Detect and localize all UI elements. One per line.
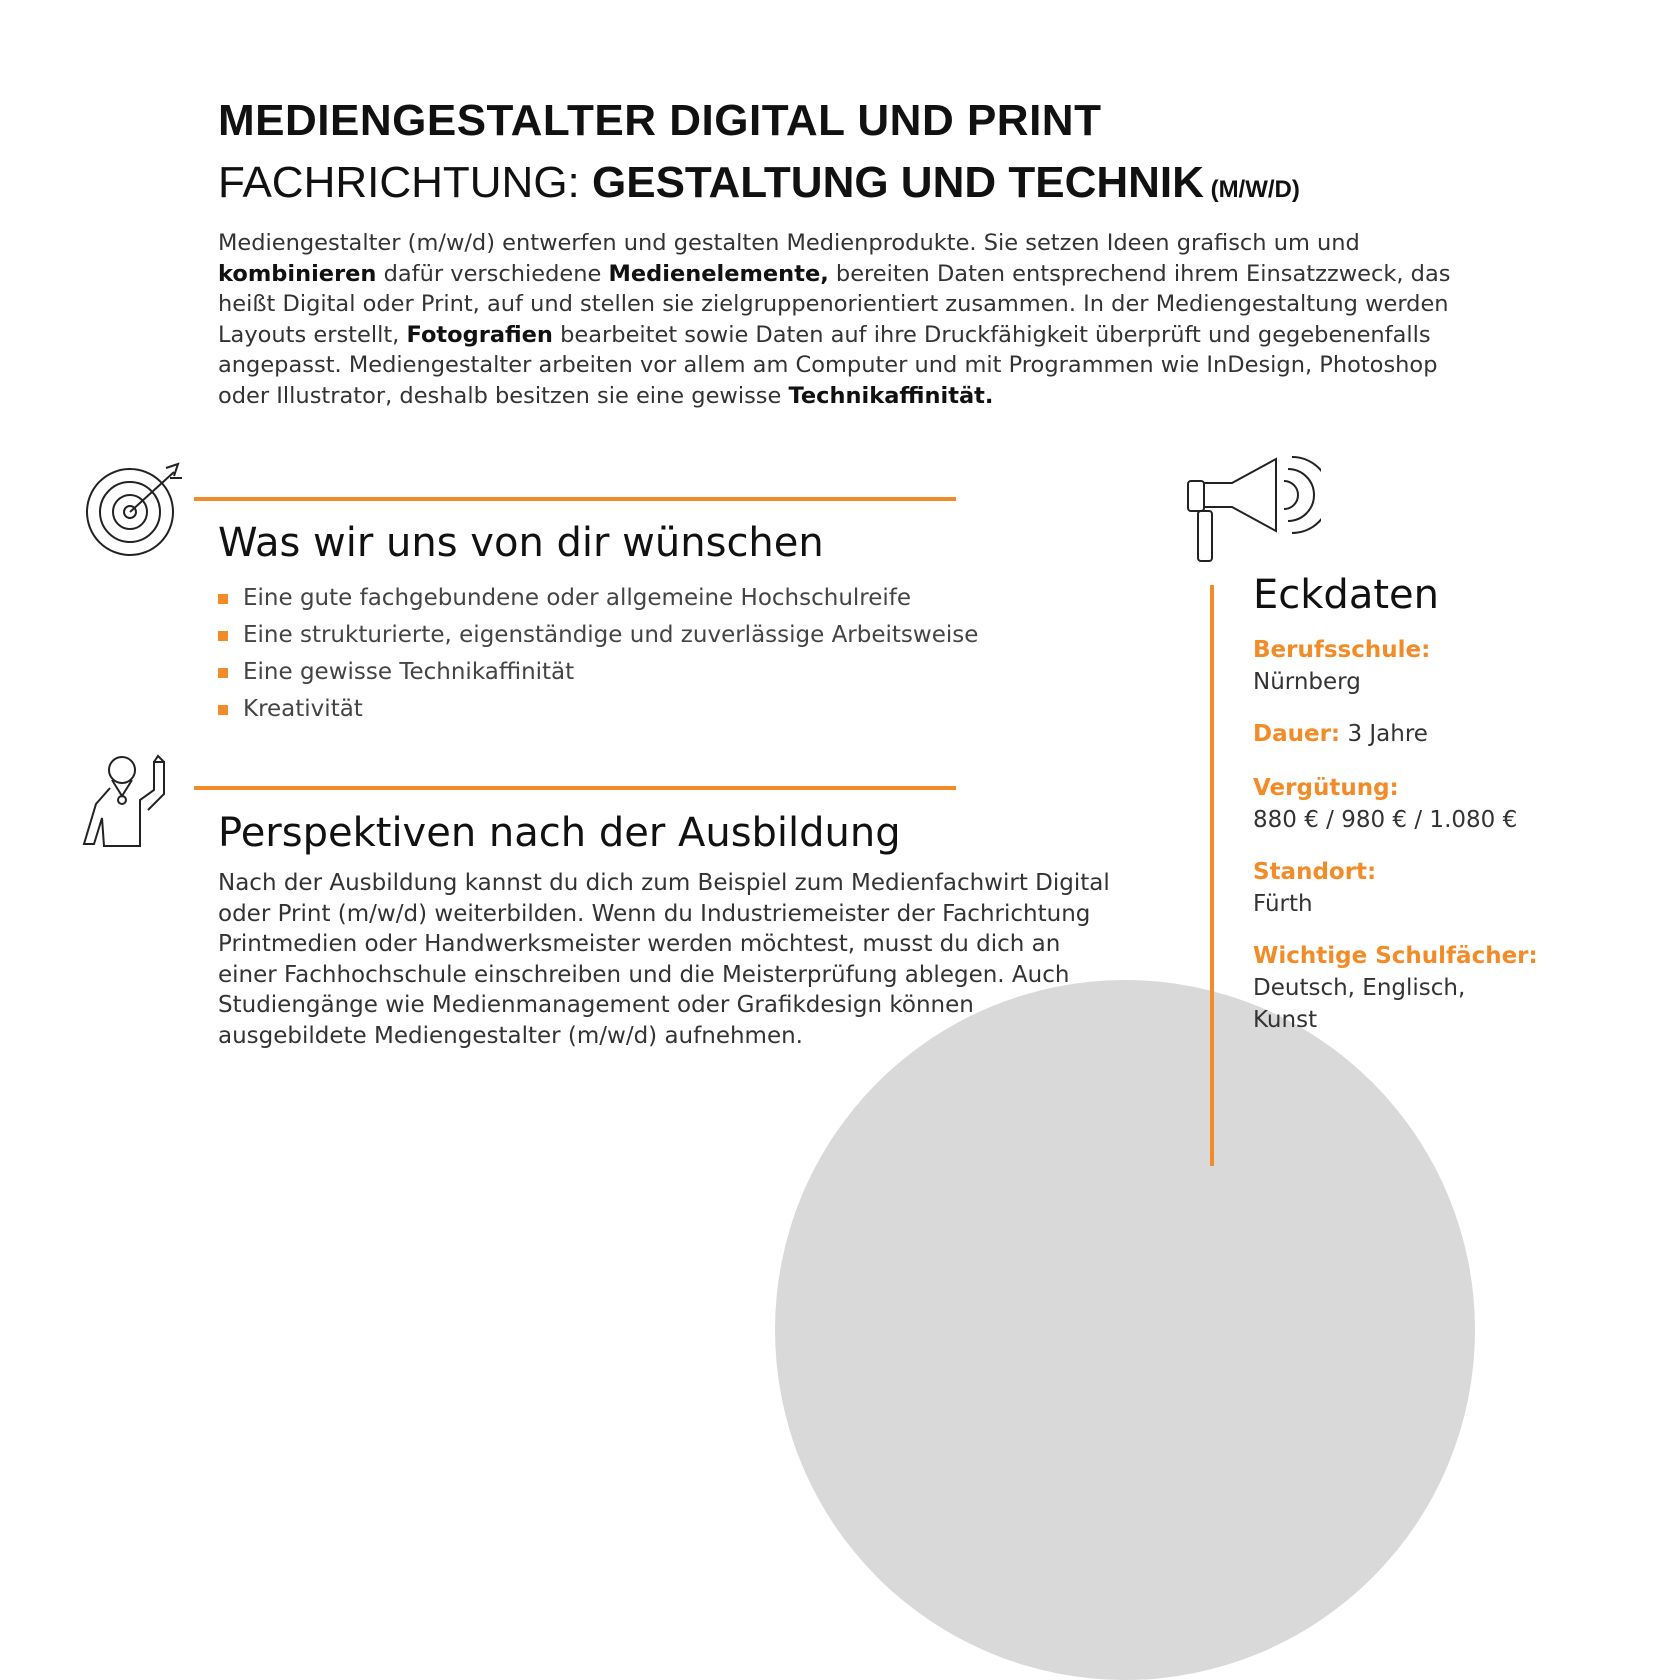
- fact-label: Berufsschule:: [1253, 637, 1431, 663]
- perspectives-title: Perspektiven nach der Ausbildung: [218, 810, 901, 856]
- fact-value: Fürth: [1253, 891, 1313, 917]
- intro-part: bereiten Daten entsprechend ihrem Einsatzzweck, das heißt Digital oder Print, auf und stellen sie zielgruppenorientiert zusammen. In der Mediengestaltung werden Layouts erstellt,: [218, 260, 1451, 348]
- intro-bold: Technikaffinität.: [788, 382, 994, 409]
- intro-bold: Medienelemente,: [608, 260, 829, 287]
- list-item: [218, 580, 978, 617]
- page-subtitle: [218, 158, 1300, 208]
- bullet: [218, 668, 228, 678]
- list-item-text: Eine strukturierte, eigenständige und zuverlässige Arbeitsweise: [243, 622, 979, 648]
- subtitle-gender: (M/W/D): [1203, 176, 1300, 203]
- fact-label: Dauer:: [1253, 721, 1341, 747]
- fact-label: Standort:: [1253, 859, 1377, 885]
- wishes-title: Was wir uns von dir wünschen: [218, 520, 824, 566]
- list-item: [218, 617, 978, 654]
- intro-part: Mediengestalter (m/w/d) entwerfen und gestalten Medienprodukte. Sie setzen Ideen grafisch um und: [218, 230, 1360, 256]
- bullet: [218, 631, 228, 641]
- fact-value: Deutsch, Englisch, Kunst: [1253, 975, 1466, 1033]
- fact-standort: [1253, 856, 1613, 920]
- fact-label: Wichtige Schulfächer:: [1253, 943, 1538, 969]
- perspectives-divider: [194, 786, 956, 790]
- fact-value: Nürnberg: [1253, 669, 1361, 695]
- list-item-text: Kreativität: [243, 696, 363, 722]
- graduate-icon: [82, 752, 177, 852]
- intro-bold: kombinieren: [218, 260, 377, 287]
- list-item-text: Eine gute fachgebundene oder allgemeine Hochschulreife: [243, 585, 912, 611]
- intro-part: bearbeitet sowie Daten auf ihre Druckfähigkeit überprüft und gegebenenfalls angepasst. Mediengestalter arbeiten vor allem am Computer und mit Programmen wie InDesign, Photoshop oder Illustrator, deshalb besitzen sie eine gewisse: [218, 321, 1438, 409]
- list-item-text: Eine gewisse Technikaffinität: [243, 659, 575, 685]
- megaphone-icon: [1186, 455, 1321, 565]
- perspectives-text: Nach der Ausbildung kannst du dich zum Beispiel zum Medienfachwirt Digital oder Print (m/w/d) weiterbilden. Wenn du Industriemeister der Fachrichtung Printmedien oder Handwerksmeister werden möchtest, musst du dich an einer Fachhochschule einschreiben und die Meisterprüfung ablegen. Auch Studiengänge wie Medienmanagement oder Grafikdesign können ausgebildete Mediengestalter (m/w/d) aufnehmen.: [218, 870, 1110, 1049]
- page-title: MEDIENGESTALTER DIGITAL UND PRINT: [218, 96, 1102, 145]
- fact-label: Vergütung:: [1253, 775, 1399, 801]
- decorative-circle: [775, 980, 1475, 1680]
- list-item: [218, 654, 978, 691]
- fact-berufsschule: [1253, 634, 1613, 698]
- fact-verguetung: [1253, 772, 1613, 836]
- subtitle-strong: GESTALTUNG UND TECHNIK: [592, 158, 1204, 207]
- wishes-list: [218, 580, 978, 728]
- wishes-divider: [194, 497, 956, 501]
- intro-part: dafür verschiedene: [376, 260, 609, 287]
- list-item: [218, 691, 978, 728]
- bullet: [218, 594, 228, 604]
- eckdaten-divider: [1210, 585, 1214, 1166]
- fact-value: 3 Jahre: [1340, 721, 1428, 747]
- eckdaten-title: Eckdaten: [1253, 572, 1439, 618]
- fact-dauer: [1253, 718, 1613, 750]
- intro-text: [218, 228, 1458, 411]
- subtitle-prefix: FACHRICHTUNG:: [218, 158, 592, 207]
- intro-bold: Fotografien: [406, 321, 553, 348]
- target-icon: [82, 460, 192, 560]
- fact-schulfaecher: [1253, 940, 1538, 1036]
- bullet: [218, 705, 228, 715]
- fact-value: 880 € / 980 € / 1.080 €: [1253, 807, 1518, 833]
